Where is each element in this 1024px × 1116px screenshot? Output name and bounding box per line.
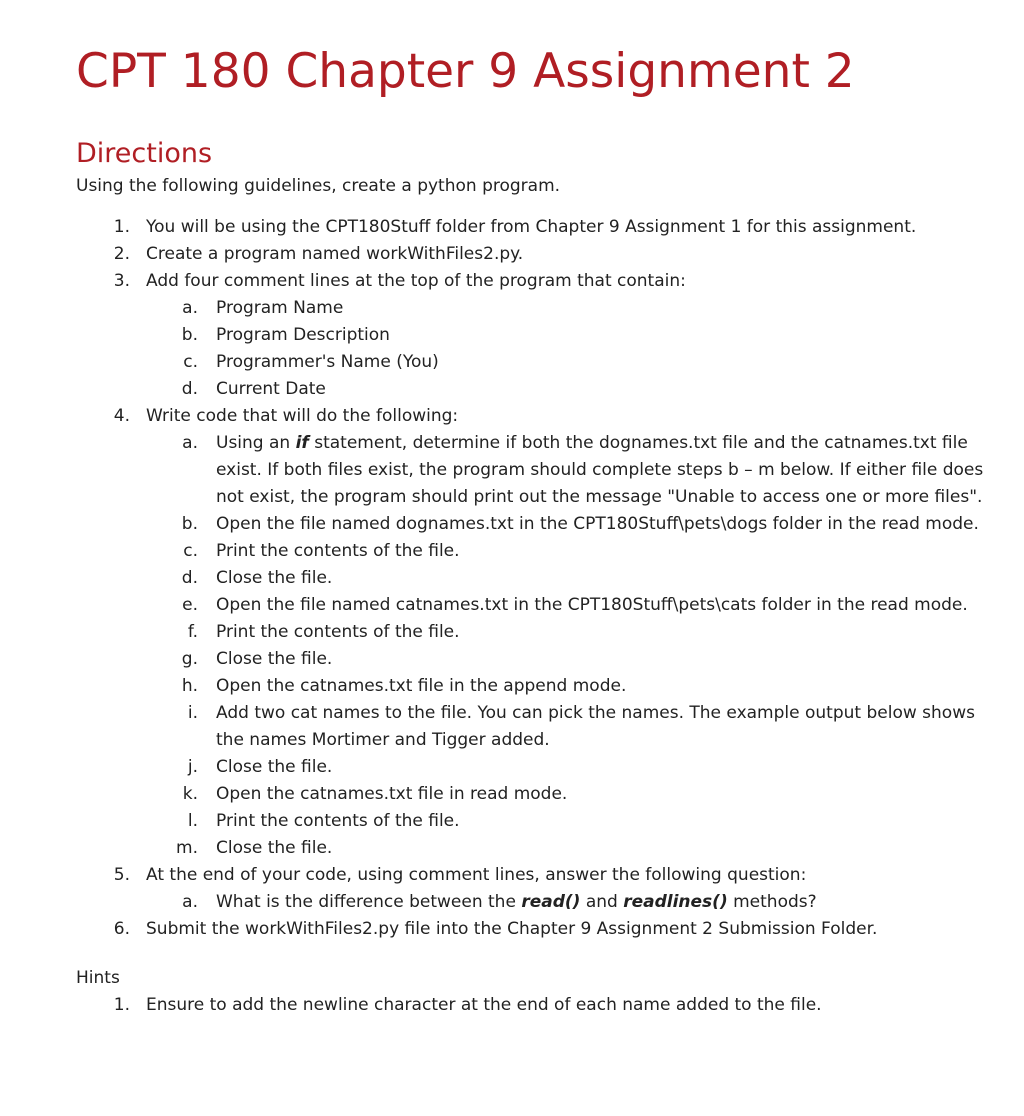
sub-text: Open the file named dognames.txt in the CPT180Stuff\pets\dogs folder in the read mode. xyxy=(216,514,979,534)
list-number: 1. xyxy=(113,995,130,1015)
sub-item-4j xyxy=(76,754,1006,781)
sub-text: Print the contents of the file. xyxy=(216,541,460,561)
list-item-4 xyxy=(76,403,1006,430)
list-item-2 xyxy=(76,241,1006,268)
sub-text: Close the file. xyxy=(216,838,333,858)
sub-text: Close the file. xyxy=(216,649,333,669)
directions-list xyxy=(76,214,1006,943)
sub-letter: g. xyxy=(181,649,198,669)
sub-text-post: methods? xyxy=(727,892,817,912)
sub-text xyxy=(216,889,1006,916)
sub-item-4g xyxy=(76,646,1006,673)
sub-item-4h xyxy=(76,673,1006,700)
list-text: You will be using the CPT180Stuff folder from Chapter 9 Assignment 1 for this assignment. xyxy=(146,217,917,237)
list-item-5 xyxy=(76,862,1006,889)
sub-item-4a xyxy=(76,430,1006,511)
sub-item-5a xyxy=(76,889,1006,916)
sub-item-3a xyxy=(76,295,1006,322)
sub-item-4k xyxy=(76,781,1006,808)
sub-letter: b. xyxy=(181,514,198,534)
sub-text-line: not exist, the program should print out the message "Unable to access one or more files". xyxy=(216,487,983,507)
list-text: At the end of your code, using comment lines, answer the following question: xyxy=(146,865,807,885)
list-number: 1. xyxy=(113,217,130,237)
sub-text-line: exist. If both files exist, the program should complete steps b – m below. If either file does xyxy=(216,460,984,480)
sub-text: Close the file. xyxy=(216,757,333,777)
sub-letter: k. xyxy=(182,784,198,804)
sub-letter: l. xyxy=(187,811,198,831)
sub-item-4e xyxy=(76,592,1006,619)
directions-heading: Directions xyxy=(76,138,213,169)
read-method: read() xyxy=(521,892,581,912)
page-title: CPT 180 Chapter 9 Assignment 2 xyxy=(76,44,855,99)
sub-item-3c xyxy=(76,349,1006,376)
list-text: Ensure to add the newline character at the end of each name added to the file. xyxy=(146,995,822,1015)
intro-text: Using the following guidelines, create a python program. xyxy=(76,176,561,196)
sub-text: Close the file. xyxy=(216,568,333,588)
hints-list xyxy=(76,992,1006,1019)
sub-letter: d. xyxy=(181,379,198,399)
sub-letter: b. xyxy=(181,325,198,345)
list-text: Submit the workWithFiles2.py file into the Chapter 9 Assignment 2 Submission Folder. xyxy=(146,919,878,939)
list-number: 6. xyxy=(113,919,130,939)
sub-letter: c. xyxy=(183,541,198,561)
sub-item-3b xyxy=(76,322,1006,349)
list-text: Create a program named workWithFiles2.py. xyxy=(146,244,524,264)
sub-item-4d xyxy=(76,565,1006,592)
sub-text-line xyxy=(216,430,1006,457)
sub-text: Open the file named catnames.txt in the CPT180Stuff\pets\cats folder in the read mode. xyxy=(216,595,968,615)
readlines-method: readlines() xyxy=(623,892,728,912)
list-text: Write code that will do the following: xyxy=(146,406,459,426)
list-text: Add four comment lines at the top of the program that contain: xyxy=(146,271,686,291)
sub-text: Program Description xyxy=(216,325,390,345)
list-item-3 xyxy=(76,268,1006,295)
sub-item-4b xyxy=(76,511,1006,538)
sub-text: Open the catnames.txt file in the append mode. xyxy=(216,676,627,696)
list-number: 4. xyxy=(113,406,130,426)
sub-letter: a. xyxy=(182,433,198,453)
sub-letter: a. xyxy=(182,298,198,318)
sub-letter: j. xyxy=(187,757,198,777)
sub-item-4m xyxy=(76,835,1006,862)
sub-text: Current Date xyxy=(216,379,326,399)
list-number: 3. xyxy=(113,271,130,291)
sub-item-4l xyxy=(76,808,1006,835)
sub-item-4f xyxy=(76,619,1006,646)
sub-text-pre: What is the difference between the xyxy=(216,892,522,912)
sub-item-3d xyxy=(76,376,1006,403)
sub-text: Programmer's Name (You) xyxy=(216,352,439,372)
sub-text-line: the names Mortimer and Tigger added. xyxy=(216,730,550,750)
hints-label: Hints xyxy=(76,968,120,988)
sub-text-mid: and xyxy=(580,892,624,912)
sub-letter: c. xyxy=(183,352,198,372)
list-item-6 xyxy=(76,916,1006,943)
sub-text: Print the contents of the file. xyxy=(216,811,460,831)
sub-letter: m. xyxy=(176,838,198,858)
sub-letter: f. xyxy=(187,622,198,642)
sub-text xyxy=(216,700,1006,754)
list-item-1 xyxy=(76,214,1006,241)
sub-text-pre: Using an xyxy=(216,433,296,453)
sub-text: Program Name xyxy=(216,298,344,318)
sub-text-rest: statement, determine if both the dognames.txt file and the catnames.txt file xyxy=(308,433,968,453)
sub-letter: d. xyxy=(181,568,198,588)
hint-item-1 xyxy=(76,992,1006,1019)
sub-text-line: Add two cat names to the file. You can pick the names. The example output below shows xyxy=(216,703,975,723)
sub-text: Open the catnames.txt file in read mode. xyxy=(216,784,568,804)
if-keyword: if xyxy=(295,433,309,453)
sub-letter: e. xyxy=(182,595,198,615)
sub-text: Print the contents of the file. xyxy=(216,622,460,642)
sub-letter: h. xyxy=(181,676,198,696)
sub-letter: i. xyxy=(187,703,198,723)
sub-item-4i xyxy=(76,700,1006,754)
sub-letter: a. xyxy=(182,892,198,912)
sub-item-4c xyxy=(76,538,1006,565)
list-number: 2. xyxy=(113,244,130,264)
sub-text xyxy=(216,430,1006,511)
list-number: 5. xyxy=(113,865,130,885)
